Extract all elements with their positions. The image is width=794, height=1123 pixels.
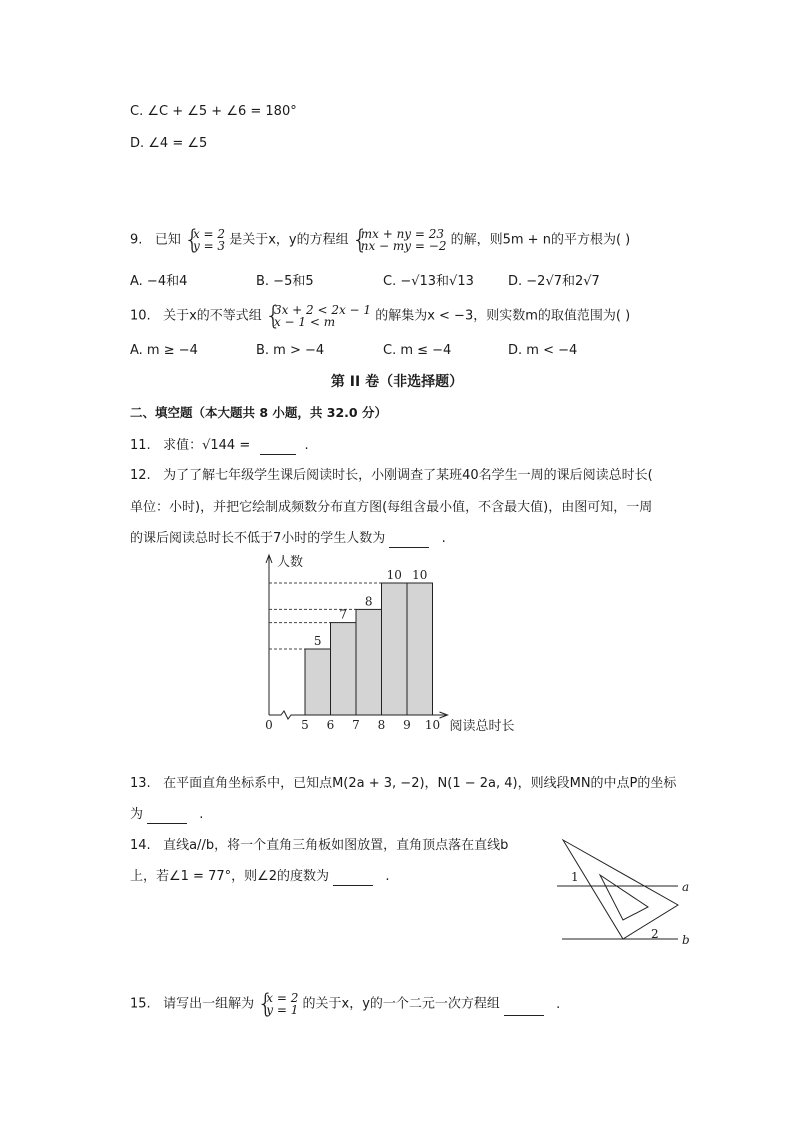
x-axis-label: 阅读总时长 [449, 719, 515, 734]
bar-value-label: 7 [339, 607, 348, 622]
bar-6-7 [331, 623, 357, 715]
x-tick-label: 6 [326, 718, 335, 732]
set-square-outer [563, 840, 678, 939]
bar-value-label: 5 [313, 634, 322, 648]
question-12-line-2: 单位：小时)，并把它绘制成频数分布直方图(每组含最小值，不含最大值)，由图可知，一周 [130, 500, 653, 515]
question-14-line-2: 上，若∠1 = 77°，则∠2的度数为 . [130, 869, 390, 884]
question-14-line-1: 14. 直线a//b，将一个直角三角板如图放置，直角顶点落在直线b [130, 838, 509, 853]
x-tick-label: 9 [403, 718, 411, 732]
q10-number: 10. [130, 308, 151, 324]
q9-post: 的解，则5m + n的平方根为( ) [450, 232, 631, 248]
q9-option-c: C. −√13和√13 [383, 274, 474, 289]
x-tick-label: 7 [352, 718, 360, 732]
question-15: 15. 请写出一组解为 { x = 2 y = 1 的关于x，y的一个二元一次方程组 . [130, 992, 560, 1016]
q10-pre: 关于x的不等式组 [163, 308, 262, 324]
q9-equation-system: { mx + ny = 23 nx − my = −2 [353, 228, 447, 252]
question-9 [130, 228, 630, 252]
x-tick-label: 10 [424, 718, 441, 732]
question-10 [130, 304, 630, 328]
q10-option-c: C. m ≤ −4 [383, 343, 452, 358]
question-12-line-3: 的课后阅读总时长不低于7小时的学生人数为 . [130, 531, 446, 546]
bar-value-label: 10 [412, 568, 428, 582]
q8-option-c: C. ∠C + ∠5 + ∠6 = 180° [130, 104, 297, 119]
q8-option-d: D. ∠4 = ∠5 [130, 136, 208, 151]
question-11: 11. 求值：√144 = . [130, 438, 309, 453]
question-13-line-1: 13. 在平面直角坐标系中，已知点M(2a + 3, −2)，N(1 − 2a, 4)，则线段MN的中点P的坐标 [130, 776, 677, 791]
bar-5-6 [305, 649, 331, 715]
q9-mid: 是关于x，y的方程组 [229, 232, 349, 248]
line-b-label: b [682, 933, 690, 947]
q9-solution-system: { x = 2 y = 3 [185, 228, 225, 252]
q10-option-d: D. m < −4 [508, 343, 578, 358]
set-square-figure [545, 835, 705, 955]
line-a-label: a [682, 880, 690, 894]
bar-value-label: 10 [386, 568, 402, 582]
q10-inequality-system: { 3x + 2 < 2x − 1 x − 1 < m [266, 304, 371, 328]
part-2-title: 第 II 卷（非选择题） [330, 374, 464, 390]
q9-option-a: A. −4和4 [130, 274, 188, 289]
q12-answer-blank[interactable] [389, 533, 429, 548]
q9-option-b: B. −5和5 [256, 274, 314, 289]
section-2-heading: 二、填空题（本大题共 8 小题，共 32.0 分） [130, 405, 387, 420]
q15-answer-blank[interactable] [504, 1001, 544, 1016]
x-tick-label: 8 [377, 718, 386, 732]
x-tick-label: 5 [301, 718, 309, 732]
q9-pre: 已知 [154, 232, 181, 248]
reading-time-histogram [255, 550, 555, 740]
question-12-line-1: 12. 为了了解七年级学生课后阅读时长，小刚调查了某班40名学生一周的课后阅读总时长( [130, 468, 653, 483]
angle-2-label: 2 [651, 927, 659, 941]
y-axis-label: 人数 [277, 555, 304, 570]
q14-answer-blank[interactable] [333, 871, 373, 886]
q10-post: 的解集为x < −3，则实数m的取值范围为( ) [375, 308, 631, 324]
question-13-line-2: 为 . [130, 807, 204, 822]
q9-number: 9. [130, 232, 143, 248]
q13-answer-blank[interactable] [147, 809, 187, 824]
bar-8-9 [382, 583, 408, 715]
origin-label: 0 [265, 718, 273, 732]
q11-answer-blank[interactable] [260, 440, 296, 455]
angle-1-label: 1 [571, 870, 579, 884]
bar-9-10 [407, 583, 433, 715]
bar-value-label: 8 [364, 594, 373, 609]
q10-option-a: A. m ≥ −4 [130, 343, 198, 358]
bar-7-8 [356, 609, 382, 715]
q10-option-b: B. m > −4 [256, 343, 325, 358]
q15-solution-system: { x = 2 y = 1 [258, 992, 298, 1016]
q9-option-d: D. −2√7和2√7 [508, 274, 600, 289]
